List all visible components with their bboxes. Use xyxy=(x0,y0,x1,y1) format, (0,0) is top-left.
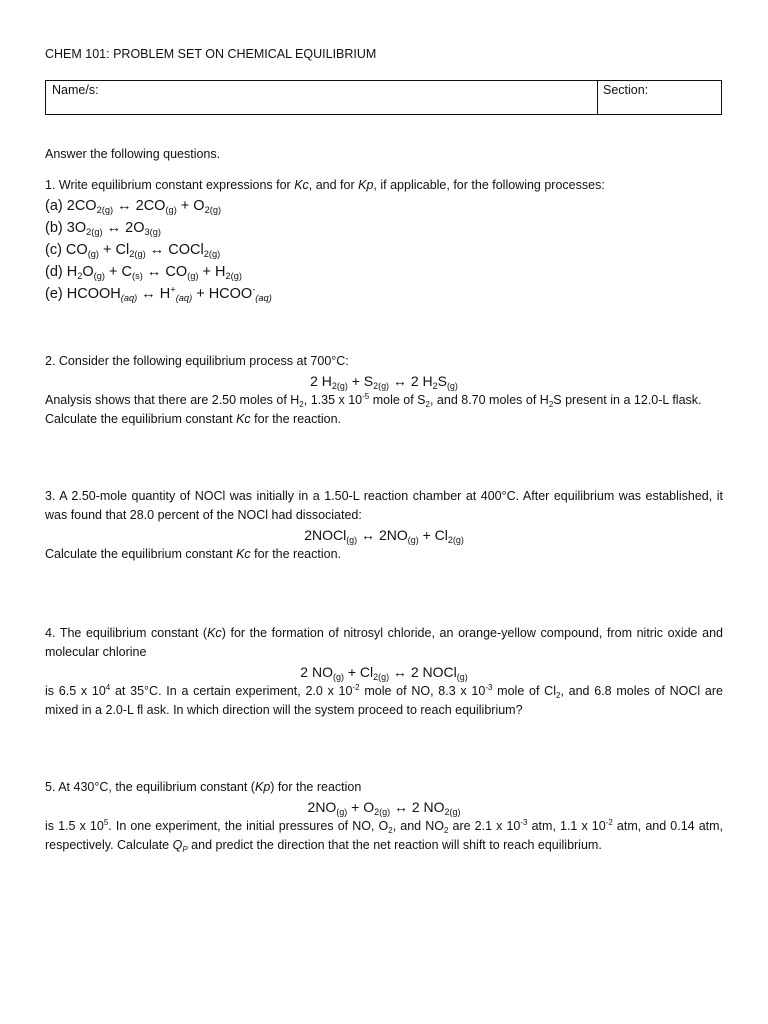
section-label: Section: xyxy=(603,83,649,97)
question-2-intro: 2. Consider the following equilibrium process at 700°C: xyxy=(45,354,349,368)
name-section-box[interactable] xyxy=(45,80,722,115)
question-3-intro: 3. A 2.50-mole quantity of NOCl was initially in a 1.50-L reaction chamber at 400°C. After equilibrium was established, it was found that 28.0 percent of the NOCl had dissociated: xyxy=(45,489,723,522)
reaction-d: (d) $H_2O_{(g)} + C_{(s)}$ ↔ $CO_{(g)} + H_{2(g)}$ xyxy=(45,264,242,282)
name-label: Name/s: xyxy=(52,83,99,97)
question-5-intro: 5. At 430°C, the equilibrium constant (Kp) for the reaction xyxy=(45,780,362,794)
question-1 xyxy=(45,176,723,305)
box-divider xyxy=(597,81,598,114)
question-1-prompt: 1. Write equilibrium constant expressions for Kc, and for Kp, if applicable, for the following processes: xyxy=(45,178,605,192)
question-3 xyxy=(45,487,723,564)
reaction-b: (b) $3O_{2(g)}$ ↔ $2O_{3(g)}$ xyxy=(45,220,161,238)
reaction-a: (a) $2CO_{2(g)}$ ↔ $2CO_{(g)} + O_{2(g)}$ xyxy=(45,198,222,216)
question-5 xyxy=(45,778,723,855)
reaction-e: (e) $HCOOH_{(aq)}$ ↔ $H^+_{(aq)}$ + $HCOO^-_{(aq)}$ xyxy=(45,284,272,304)
question-5-body: is 1.5 x $10^5$. In one experiment, the initial pressures of NO, $O_2$, and $NO_2$ are 2.1 x $10^{-3}$ atm, 1.1 x $10^{-2}$ atm, and 0.14 atm, respectively. Calculate $Q_P$ and predict the direction that the net reaction will shift to reach equilibrium. xyxy=(45,818,724,854)
question-3-outro: Calculate the equilibrium constant Kc for the reaction. xyxy=(45,547,341,561)
page-title: CHEM 101: PROBLEM SET ON CHEMICAL EQUILIBRIUM xyxy=(45,47,377,61)
instructions: Answer the following questions. xyxy=(45,147,221,161)
question-2-equation: 2 $H_{2(g)} + S_{2(g)}$ ↔ 2 $H_2S_{(g)}$ xyxy=(310,373,458,392)
question-2-body: Analysis shows that there are 2.50 moles of $H_2$, 1.35 x $10^{-5}$ mole of $S_2$, and 8.70 moles of $H_2S$ present in a 12.0-L flask. Calculate the equilibrium constant Kc for the reaction. xyxy=(45,392,702,426)
question-3-equation: 2NOCl$_{(g)}$ ↔ $2NO_{(g)} + Cl_{2(g)}$ xyxy=(304,527,464,546)
question-4-body: is 6.5 x $10^4$ at 35°C. In a certain experiment, 2.0 x $10^{-2}$ mole of NO, 8.3 x $10^{-3}$ mole of $Cl_2$, and 6.8 moles of NOCl are mixed in a 2.0-L fl ask. In which direction will the system proceed to reach equilibrium? xyxy=(45,683,723,717)
question-5-equation: $2NO_{(g)} + O_{2(g)}$ ↔ 2 $NO_{2(g)}$ xyxy=(307,799,461,818)
question-2 xyxy=(45,352,723,429)
question-4-intro: 4. The equilibrium constant (Kc) for the formation of nitrosyl chloride, an orange-yellow compound, from nitric oxide and molecular chlorine xyxy=(45,626,723,659)
reaction-c: (c) $CO_{(g)} + Cl_{2(g)}$ ↔ COCl$_{2(g)}$ xyxy=(45,242,221,260)
question-4-equation: 2 $NO_{(g)} + Cl_{2(g)}$ ↔ 2 NOCl$_{(g)}$ xyxy=(300,664,468,683)
question-4 xyxy=(45,624,723,720)
